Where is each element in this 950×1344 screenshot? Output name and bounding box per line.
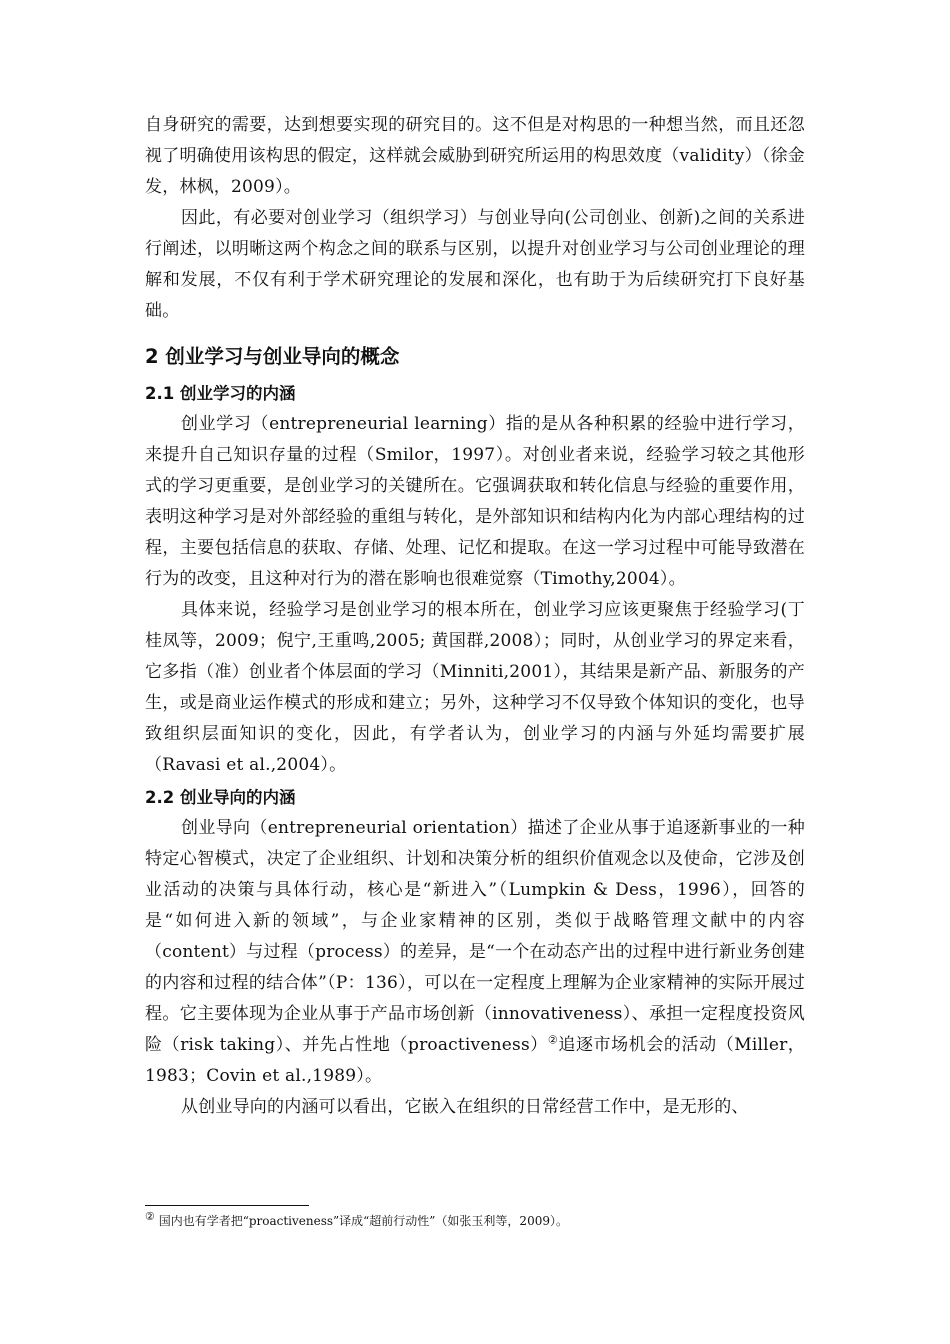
- footnote-reference: ②: [547, 1033, 559, 1047]
- body-paragraph: 具体来说，经验学习是创业学习的根本所在，创业学习应该更聚焦于经验学习(丁桂凤等，2009；倪宁,王重鸣,2005; 黄国群,2008）；同时，从创业学习的界定来看，它多指（准）创业者个体层面的学习（Minniti,2001），其结果是新产品、新服务的产生，或是商业运作模式的形成和建立；另外，这种学习不仅导致个体知识的变化，也导致组织层面知识的变化，因此，有学者认为，创业学习的内涵与外延均需要扩展（Ravasi et al.,2004）。: [145, 600, 805, 775]
- body-paragraph: 创业学习（entrepreneurial learning）指的是从各种积累的经验中进行学习，来提升自己知识存量的过程（Smilor，1997）。对创业者来说，经验学习较之其他形式的学习更重要，是创业学习的关键所在。它强调获取和转化信息与经验的重要作用，表明这种学习是对外部经验的重组与转化，是外部知识和结构内化为内部心理结构的过程，主要包括信息的获取、存储、处理、记忆和提取。在这一学习过程中可能导致潜在行为的改变，且这种对行为的潜在影响也很难觉察（Timothy,2004）。: [145, 414, 805, 589]
- document-page: [145, 110, 805, 1123]
- body-paragraph: 自身研究的需要，达到想要实现的研究目的。这不但是对构思的一种想当然，而且还忽视了明确使用该构思的假定，这样就会威胁到研究所运用的构思效度（validity）（徐金发，林枫，2009）。: [145, 115, 805, 197]
- footnote-divider: [145, 1205, 309, 1206]
- section-heading: 2 创业学习与创业导向的概念: [145, 345, 400, 368]
- footnote-text: 国内也有学者把“proactiveness”译成“超前行动性”（如张玉利等，2009）。: [154, 1214, 568, 1228]
- footnote-mark: ②: [145, 1210, 155, 1223]
- paragraph-text: 创业导向（entrepreneurial orientation）描述了企业从事于追逐新事业的一种特定心智模式，决定了企业组织、计划和决策分析的组织价值观念以及使命，它涉及创业活动的决策与具体行动，核心是“新进入”（Lumpkin & Dess，1996），回答的是“如何进入新的领域”，与企业家精神的区别，类似于战略管理文献中的内容（content）与过程（process）的差异，是“一个在动态产出的过程中进行新业务创建的内容和过程的结合体”（P：136），可以在一定程度上理解为企业家精神的实际开展过程。它主要体现为企业从事于产品市场创新（innovativeness）、承担一定程度投资风险（risk taking）、并先占性地（proactiveness）: [145, 818, 805, 1055]
- paragraph-text: 追逐市场机会的活动（Miller，1983；Covin et al.,1989）。: [145, 1035, 806, 1086]
- footnote: [145, 1212, 805, 1230]
- subsection-heading: 2.2 创业导向的内涵: [145, 788, 296, 807]
- subsection-heading: 2.1 创业学习的内涵: [145, 384, 296, 403]
- body-paragraph: 从创业导向的内涵可以看出，它嵌入在组织的日常经营工作中，是无形的、: [181, 1097, 749, 1117]
- body-paragraph: 因此，有必要对创业学习（组织学习）与创业导向(公司创业、创新)之间的关系进行阐述，以明晰这两个构念之间的联系与区别，以提升对创业学习与公司创业理论的理解和发展，不仅有利于学术研究理论的发展和深化，也有助于为后续研究打下良好基础。: [145, 208, 805, 321]
- body-paragraph: [145, 813, 805, 1092]
